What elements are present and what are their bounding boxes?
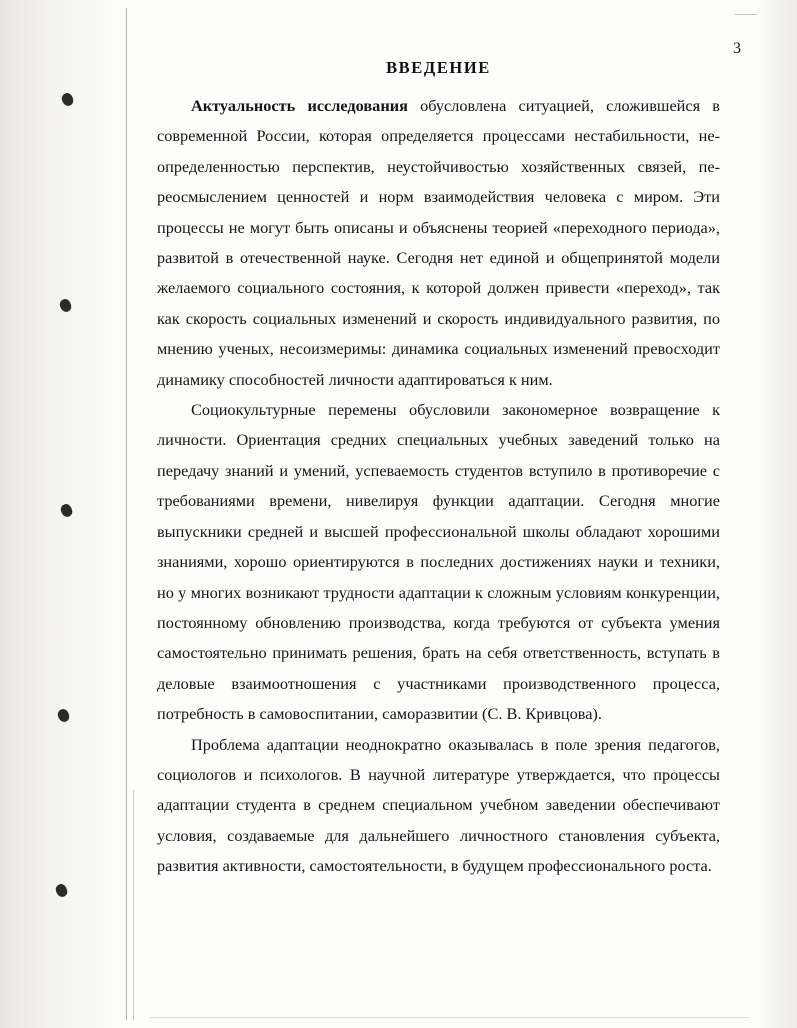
paragraph bbox=[157, 395, 720, 729]
binding-edge-line bbox=[126, 8, 127, 1020]
document-body bbox=[157, 58, 720, 882]
binding-punch-mark bbox=[60, 503, 73, 518]
paragraph-lead: Актуальность исследования bbox=[191, 96, 408, 115]
paragraph bbox=[157, 91, 720, 395]
paragraph-text: Проблема адаптации неоднократно оказывалась в поле зрения педагогов, социологов и психологов. В научной литературе утверждается, что процессы адаптации студента в среднем специальном учебном заведении обеспечивают условия, создаваемые для дальнейшего личностного становления субъекта, развития активности, самостоятельности, в будущем профессионального роста. bbox=[157, 734, 720, 876]
paragraph-text: Социокультурные перемены обусловили закономерное возвращение к личности. Ориентация средних специальных учебных заведений только на передачу знаний и умений, успеваемость студентов вступило в противоречие с требованиями времени, нивелируя функции адаптации. Сегодня многие выпускники средней и высшей профессиональной школы обладают хорошими знаниями, хорошо ориентируются в последних достижениях науки и техники, но у многих возникают трудности адаптации к сложным условиям конкуренции, постоянному обновлению производства, когда требуются от субъекта умения самостоятельно принимать решения, брать на себя ответственность, вступать в деловые взаимоотношения с участниками производственного процесса, потребность в самовоспитании, саморазвитии (С. В. Кривцова). bbox=[157, 400, 720, 724]
binding-punch-mark bbox=[57, 708, 70, 723]
scan-top-mark bbox=[735, 14, 759, 15]
binding-edge-line-secondary bbox=[133, 790, 134, 1020]
binding-punch-mark bbox=[59, 298, 72, 313]
binding-punch-mark bbox=[55, 883, 68, 898]
paragraph bbox=[157, 730, 720, 882]
page-title: ВВЕДЕНИЕ bbox=[386, 58, 491, 77]
page-number: 3 bbox=[733, 40, 741, 57]
binding-punch-mark bbox=[61, 92, 74, 107]
paragraph-text: обусловлена ситуацией, сложившейся в современной России, которая определяется процессами нестабильности, неопределенностью перспектив, неустойчивостью хозяйственных связей, переосмыслением ценностей и норм взаимодействия человека с миром. Эти процессы не могут быть описаны и объяснены теорией «переходного периода», развитой в отечественной науке. Сегодня нет единой и общепринятой модели желаемого социального состояния, к которой должен привести «переход», так как скорость социальных изменений и скорость индивидуального развития, по мнению ученых, несоизмеримы: динамика социальных изменений превосходит динамику способностей личности адаптироваться к ним. bbox=[157, 96, 720, 389]
scan-bottom-mark bbox=[150, 1017, 750, 1018]
